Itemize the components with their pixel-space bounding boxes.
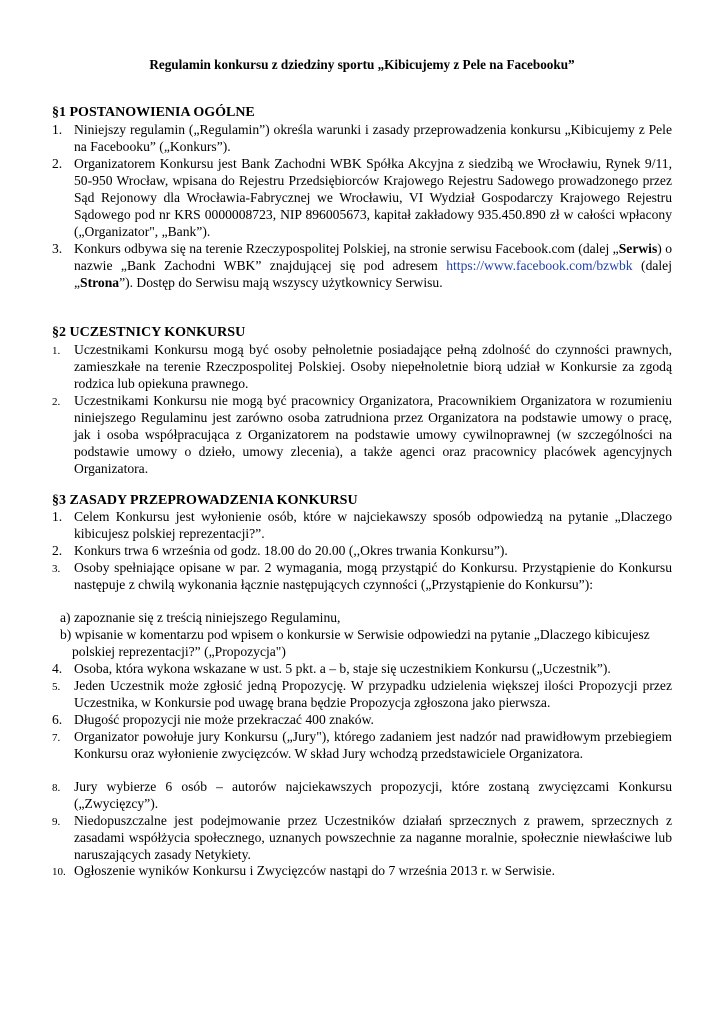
s3-item-1: 1. Celem Konkursu jest wyłonienie osób, które w najciekawszy sposób odpowiedzą na pytanie „Dlaczego kibicujesz polskiej reprezentacji?”. (52, 509, 672, 541)
s2-item-2: 2. Uczestnikami Konkursu nie mogą być pracownicy Organizatora, Pracownikiem Organizatora w rozumieniu niniejszego Regulaminu jest zarówno osoba zatrudniona przez Organizatora na podstawie umowy o pracę, jak i osoba współpracująca z Organizatorem na podstawie umowy cywilnoprawnej (w szczególności na podstawie umowy o dzieło, umowy zlecenia), a także agenci oraz pracownicy placówek agencyjnych Organizatora. (52, 393, 672, 476)
section-1-heading: §1 POSTANOWIENIA OGÓLNE (52, 105, 255, 120)
s3-item-4: 4. Osoba, która wykona wskazane w ust. 5 pkt. a – b, staje się uczestnikiem Konkursu („Uczestnik”). (52, 661, 611, 676)
facebook-link[interactable]: https://www.facebook.com/bzwbk (446, 257, 633, 273)
s3-item-3: 3. Osoby spełniające opisane w par. 2 wymagania, mogą przystąpić do Konkursu. Przystąpienie do Konkursu następuje z chwilą wykonania łącznie następujących czynności („Przystąpienie do Konkursu”): (52, 560, 672, 592)
s3-item-9: 9. Niedopuszczalne jest podejmowanie przez Uczestników działań sprzecznych z prawem, sprzecznych z zasadami współżycia społecznego, uznanych powszechnie za naganne moralnie, społecznie niewłaściwe lub naruszających zasady Netykiety. (52, 813, 672, 862)
s1-item-2: 2. Organizatorem Konkursu jest Bank Zachodni WBK Spółka Akcyjna z siedzibą we Wrocławiu, Rynek 9/11, 50-950 Wrocław, wpisana do Rejestru Przedsiębiorców Krajowego Rejestru Sadowego prowadzonego przez Sąd Rejonowy dla Wrocławia-Fabrycznej we Wrocławiu, VI Wydział Gospodarczy Krajowego Rejestru Sądowego pod nr KRS 0000008723, NIP 896005673, kapitał zakładowy 935.450.890 zł w całości wpłacony („Organizator", „Bank”). (52, 156, 672, 239)
s3-item-8: 8. Jury wybierze 6 osób – autorów najciekawszych propozycji, które zostaną zwycięzcami Konkursu („Zwycięzcy”). (52, 779, 672, 811)
s3-subitem-b: b) wpisanie w komentarzu pod wpisem o konkursie w Serwisie odpowiedzi na pytanie „Dlaczego kibicujesz polskiej reprezentacji?” („Propozycja") (60, 627, 650, 659)
section-2-heading: §2 UCZESTNICY KONKURSU (52, 325, 246, 340)
s3-item-7: 7. Organizator powołuje jury Konkursu („Jury"), którego zadaniem jest nadzór nad prawidłowym przebiegiem Konkursu oraz wyłonienie zwycięzców. W skład Jury wchodzą przedstawiciele Organizatora. (52, 729, 672, 761)
section-3-heading: §3 ZASADY PRZEPROWADZENIA KONKURSU (52, 493, 358, 508)
s1-item-3: 3. Konkurs odbywa się na terenie Rzeczypospolitej Polskiej, na stronie serwisu Facebook.com (dalej „Serwis) o nazwie „Bank Zachodni WBK” znajdującej się pod adresem https://www.facebook.com/bzwbk (dalej „Strona”). Dostęp do Serwisu mają wszyscy użytkownicy Serwisu. (52, 241, 672, 290)
s3-item-5: 5. Jeden Uczestnik może zgłosić jedną Propozycję. W przypadku udzielenia większej ilości Propozycji przez Uczestnika, w Konkursie pod uwagę brana będzie Propozycja zgłoszona jako pierwsza. (52, 678, 672, 710)
document-title: Regulamin konkursu z dziedziny sportu „Kibicujemy z Pele na Facebooku” (149, 57, 575, 72)
s1-item-1: 1. Niniejszy regulamin („Regulamin”) określa warunki i zasady przeprowadzenia konkursu „Kibicujemy z Pele na Facebooku” („Konkurs”). (52, 122, 672, 154)
s3-item-10: 10. Ogłoszenie wyników Konkursu i Zwycięzców nastąpi do 7 września 2013 r. w Serwisie. (52, 863, 555, 878)
s3-subitem-a: a) zapoznanie się z treścią niniejszego Regulaminu, (60, 610, 341, 625)
s3-item-2: 2. Konkurs trwa 6 września od godz. 18.00 do 20.00 (,,Okres trwania Konkursu”). (52, 543, 508, 558)
s2-item-1: 1. Uczestnikami Konkursu mogą być osoby pełnoletnie posiadające pełną zdolność do czynności prawnych, zamieszkałe na terenie Rzeczpospolitej Polskiej. Osoby niepełnoletnie biorą udział w Konkursie za zgodą rodzica lub opiekuna prawnego. (52, 342, 672, 391)
s3-item-6: 6. Długość propozycji nie może przekraczać 400 znaków. (52, 712, 374, 727)
